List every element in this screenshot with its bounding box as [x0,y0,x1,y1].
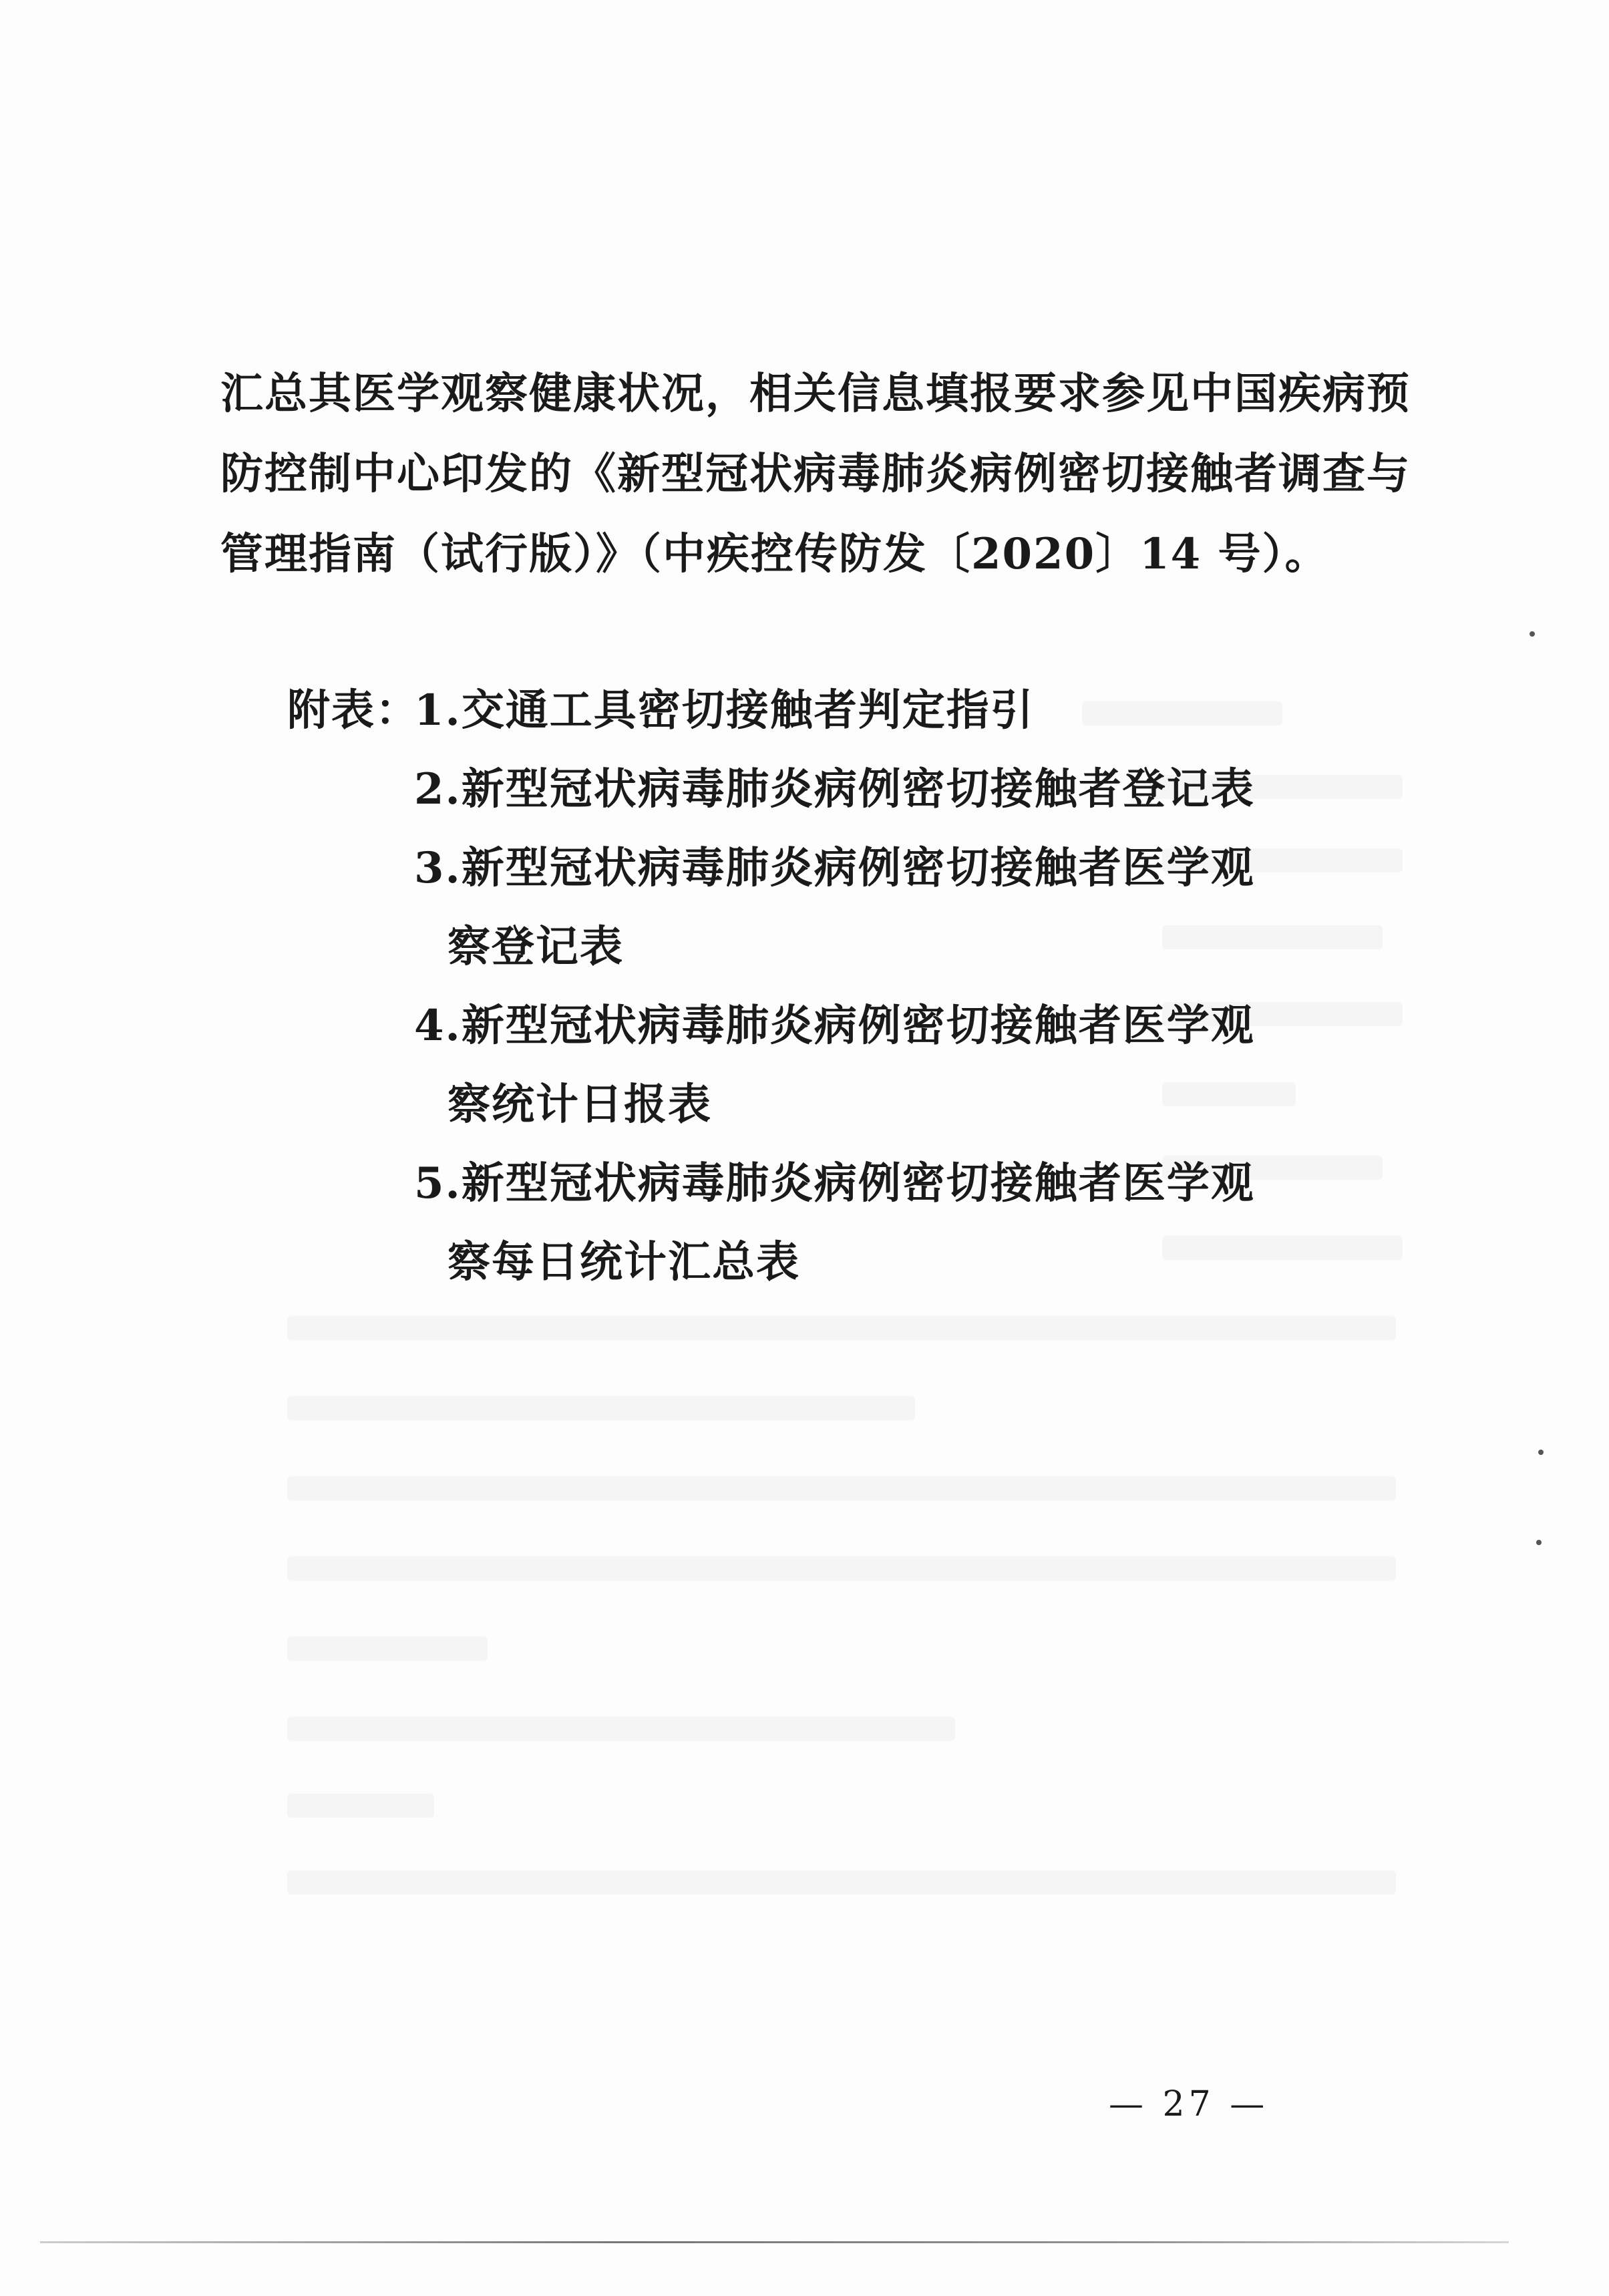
bleed-through-mark [287,1794,434,1818]
attachment-number: 4. [414,1001,462,1051]
attachment-title: 交通工具密切接触者判定指引 [461,685,1035,735]
attachment-title: 新型冠状病毒肺炎病例密切接触者登记表 [461,764,1255,814]
body-line: 管理指南（试行版）》（中疾控传防发〔2020〕14 号）。 [220,529,1329,579]
body-line: 汇总其医学观察健康状况，相关信息填报要求参见中国疾病预 [220,369,1411,419]
body-paragraph [220,354,1411,595]
body-line: 防控制中心印发的《新型冠状病毒肺炎病例密切接触者调查与 [220,449,1411,499]
bleed-through-mark [287,1476,1396,1500]
attachment-item [287,1144,1302,1302]
attachment-number: 5. [414,1158,462,1208]
attachment-title-continued: 察统计日报表 [448,1080,712,1130]
attachment-label: 附表： [287,685,419,735]
attachment-title: 新型冠状病毒肺炎病例密切接触者医学观 [461,1001,1255,1051]
attachment-title: 新型冠状病毒肺炎病例密切接触者医学观 [461,1158,1255,1208]
bleed-through-mark [287,1556,1396,1581]
attachment-item [287,829,1302,987]
page-number: — 27 — [1109,2084,1269,2124]
attachment-item [287,671,1302,750]
scan-bottom-edge [40,2241,1509,2243]
bleed-through-mark [287,1717,955,1741]
attachment-number: 2. [414,764,462,814]
attachment-number: 1. [414,685,462,735]
attachment-item [287,987,1302,1144]
bleed-through-mark [287,1316,1396,1340]
attachment-title-continued: 察登记表 [448,922,624,972]
attachment-list [287,671,1302,1302]
bleed-through-mark [287,1637,488,1661]
scan-speck [1538,1450,1544,1455]
attachment-number: 3. [414,843,462,893]
attachment-title: 新型冠状病毒肺炎病例密切接触者医学观 [461,843,1255,893]
attachment-item [287,750,1302,829]
scan-speck [1530,631,1535,637]
attachment-title-continued: 察每日统计汇总表 [448,1237,800,1287]
bleed-through-mark [287,1870,1396,1895]
scan-speck [1536,1540,1542,1545]
bleed-through-mark [287,1396,915,1420]
